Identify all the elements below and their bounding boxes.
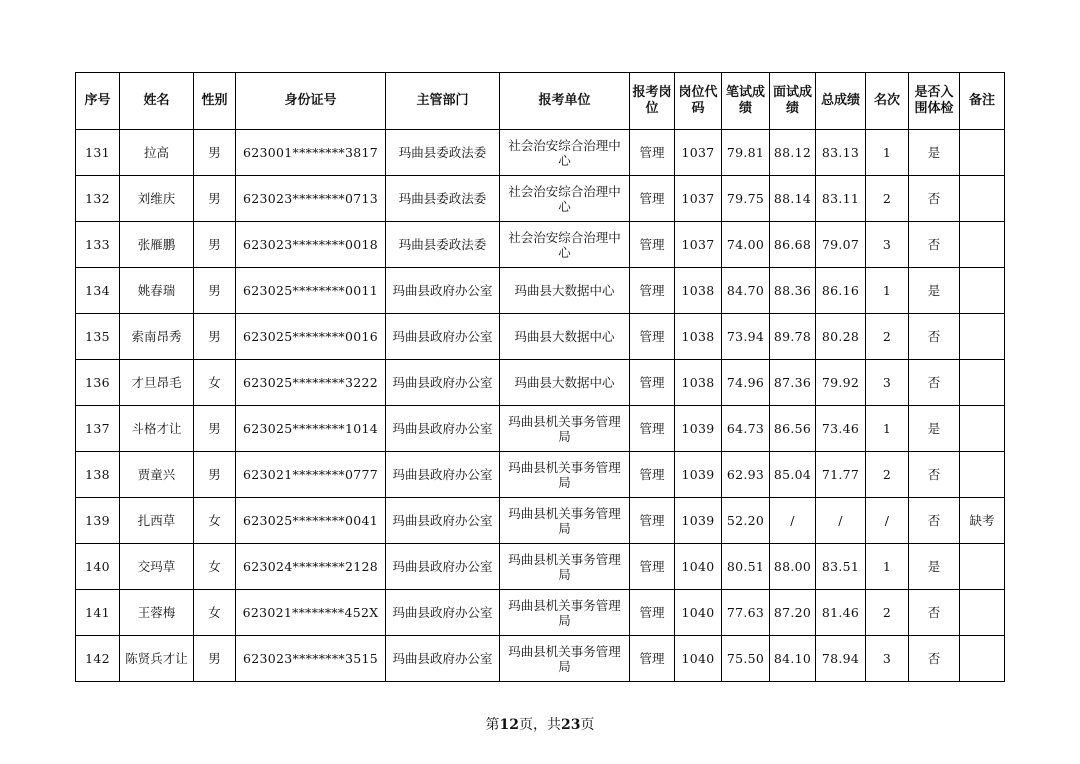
cell-gender: 女 (194, 498, 236, 544)
cell-post-code: 1039 (675, 406, 722, 452)
cell-medical: 否 (909, 590, 960, 636)
cell-remark (960, 176, 1005, 222)
cell-total: 73.46 (816, 406, 866, 452)
cell-name: 陈贤兵才让 (120, 636, 194, 682)
cell-unit: 玛曲县机关事务管理局 (500, 406, 630, 452)
cell-seq: 134 (76, 268, 120, 314)
cell-written: 74.96 (722, 360, 770, 406)
cell-rank: 2 (866, 314, 909, 360)
cell-post: 管理 (630, 314, 675, 360)
cell-id-number: 623025********0016 (236, 314, 386, 360)
cell-id-number: 623024********2128 (236, 544, 386, 590)
cell-gender: 男 (194, 636, 236, 682)
cell-unit: 玛曲县机关事务管理局 (500, 452, 630, 498)
cell-gender: 男 (194, 314, 236, 360)
cell-total: 80.28 (816, 314, 866, 360)
cell-remark: 缺考 (960, 498, 1005, 544)
cell-medical: 否 (909, 452, 960, 498)
table-row (76, 406, 1005, 452)
cell-total: 83.13 (816, 130, 866, 176)
cell-id-number: 623025********1014 (236, 406, 386, 452)
cell-department: 玛曲县委政法委 (386, 222, 500, 268)
cell-seq: 142 (76, 636, 120, 682)
cell-post: 管理 (630, 222, 675, 268)
cell-rank: / (866, 498, 909, 544)
cell-written: 79.81 (722, 130, 770, 176)
cell-gender: 女 (194, 590, 236, 636)
cell-post-code: 1039 (675, 452, 722, 498)
cell-medical: 否 (909, 498, 960, 544)
cell-unit: 社会治安综合治理中心 (500, 176, 630, 222)
cell-interview: 85.04 (770, 452, 816, 498)
cell-interview: 88.12 (770, 130, 816, 176)
cell-post: 管理 (630, 590, 675, 636)
table-row (76, 360, 1005, 406)
cell-rank: 2 (866, 452, 909, 498)
cell-rank: 3 (866, 222, 909, 268)
cell-seq: 133 (76, 222, 120, 268)
table-row (76, 268, 1005, 314)
cell-interview: 87.36 (770, 360, 816, 406)
header-id-number: 身份证号 (236, 73, 386, 130)
footer-middle: 页，共 (519, 717, 561, 733)
cell-name: 贾童兴 (120, 452, 194, 498)
cell-post: 管理 (630, 544, 675, 590)
cell-id-number: 623021********0777 (236, 452, 386, 498)
cell-seq: 139 (76, 498, 120, 544)
cell-gender: 男 (194, 406, 236, 452)
header-department: 主管部门 (386, 73, 500, 130)
cell-seq: 131 (76, 130, 120, 176)
header-total: 总成绩 (816, 73, 866, 130)
cell-remark (960, 544, 1005, 590)
cell-id-number: 623023********0713 (236, 176, 386, 222)
cell-rank: 1 (866, 268, 909, 314)
cell-gender: 男 (194, 130, 236, 176)
cell-gender: 男 (194, 452, 236, 498)
cell-seq: 140 (76, 544, 120, 590)
table-row (76, 544, 1005, 590)
cell-post-code: 1038 (675, 314, 722, 360)
score-table (75, 72, 1005, 682)
cell-remark (960, 222, 1005, 268)
cell-name: 索南昂秀 (120, 314, 194, 360)
table-row (76, 176, 1005, 222)
table-row (76, 130, 1005, 176)
header-remark: 备注 (960, 73, 1005, 130)
cell-gender: 男 (194, 268, 236, 314)
cell-rank: 1 (866, 130, 909, 176)
cell-post-code: 1038 (675, 268, 722, 314)
cell-department: 玛曲县政府办公室 (386, 268, 500, 314)
footer-prefix: 第 (485, 717, 500, 733)
cell-interview: 87.20 (770, 590, 816, 636)
cell-name: 交玛草 (120, 544, 194, 590)
cell-medical: 否 (909, 314, 960, 360)
cell-remark (960, 590, 1005, 636)
cell-interview: 89.78 (770, 314, 816, 360)
cell-total: 83.51 (816, 544, 866, 590)
cell-name: 刘维庆 (120, 176, 194, 222)
cell-department: 玛曲县政府办公室 (386, 360, 500, 406)
header-unit: 报考单位 (500, 73, 630, 130)
cell-rank: 2 (866, 590, 909, 636)
cell-medical: 否 (909, 222, 960, 268)
cell-department: 玛曲县政府办公室 (386, 636, 500, 682)
cell-medical: 是 (909, 268, 960, 314)
cell-written: 79.75 (722, 176, 770, 222)
cell-written: 75.50 (722, 636, 770, 682)
cell-unit: 玛曲县机关事务管理局 (500, 636, 630, 682)
cell-unit: 玛曲县机关事务管理局 (500, 498, 630, 544)
page-footer (0, 714, 1080, 734)
cell-interview: 86.68 (770, 222, 816, 268)
cell-unit: 玛曲县大数据中心 (500, 314, 630, 360)
cell-medical: 否 (909, 636, 960, 682)
cell-gender: 女 (194, 360, 236, 406)
cell-medical: 否 (909, 360, 960, 406)
cell-total: 79.92 (816, 360, 866, 406)
cell-unit: 社会治安综合治理中心 (500, 130, 630, 176)
cell-medical: 是 (909, 406, 960, 452)
cell-id-number: 623023********0018 (236, 222, 386, 268)
cell-department: 玛曲县政府办公室 (386, 544, 500, 590)
table-row (76, 314, 1005, 360)
footer-total-pages: 23 (561, 717, 581, 733)
cell-department: 玛曲县政府办公室 (386, 406, 500, 452)
footer-page-number: 12 (499, 717, 519, 733)
cell-post-code: 1039 (675, 498, 722, 544)
cell-id-number: 623025********0041 (236, 498, 386, 544)
cell-seq: 141 (76, 590, 120, 636)
cell-post-code: 1040 (675, 544, 722, 590)
cell-seq: 135 (76, 314, 120, 360)
cell-interview: 88.00 (770, 544, 816, 590)
cell-written: 74.00 (722, 222, 770, 268)
cell-name: 张雁鹏 (120, 222, 194, 268)
cell-id-number: 623025********0011 (236, 268, 386, 314)
cell-name: 扎西草 (120, 498, 194, 544)
cell-remark (960, 268, 1005, 314)
cell-department: 玛曲县委政法委 (386, 130, 500, 176)
cell-department: 玛曲县政府办公室 (386, 452, 500, 498)
cell-post-code: 1037 (675, 222, 722, 268)
cell-interview: 86.56 (770, 406, 816, 452)
cell-remark (960, 452, 1005, 498)
cell-total: / (816, 498, 866, 544)
cell-remark (960, 360, 1005, 406)
cell-medical: 是 (909, 130, 960, 176)
cell-unit: 玛曲县大数据中心 (500, 268, 630, 314)
cell-post: 管理 (630, 130, 675, 176)
cell-post: 管理 (630, 498, 675, 544)
cell-seq: 132 (76, 176, 120, 222)
cell-rank: 3 (866, 636, 909, 682)
cell-rank: 3 (866, 360, 909, 406)
cell-post: 管理 (630, 636, 675, 682)
table-row (76, 222, 1005, 268)
cell-name: 拉高 (120, 130, 194, 176)
table-row (76, 590, 1005, 636)
cell-department: 玛曲县政府办公室 (386, 590, 500, 636)
cell-post: 管理 (630, 406, 675, 452)
cell-id-number: 623021********452X (236, 590, 386, 636)
cell-post: 管理 (630, 360, 675, 406)
cell-department: 玛曲县政府办公室 (386, 498, 500, 544)
cell-remark (960, 636, 1005, 682)
cell-interview: / (770, 498, 816, 544)
cell-post-code: 1038 (675, 360, 722, 406)
cell-id-number: 623001********3817 (236, 130, 386, 176)
cell-remark (960, 314, 1005, 360)
cell-name: 才旦昂毛 (120, 360, 194, 406)
header-written: 笔试成绩 (722, 73, 770, 130)
cell-id-number: 623023********3515 (236, 636, 386, 682)
cell-seq: 136 (76, 360, 120, 406)
header-seq: 序号 (76, 73, 120, 130)
cell-gender: 女 (194, 544, 236, 590)
cell-post-code: 1037 (675, 130, 722, 176)
cell-seq: 138 (76, 452, 120, 498)
cell-rank: 1 (866, 406, 909, 452)
table-row (76, 452, 1005, 498)
cell-total: 78.94 (816, 636, 866, 682)
cell-post: 管理 (630, 176, 675, 222)
cell-total: 83.11 (816, 176, 866, 222)
cell-written: 73.94 (722, 314, 770, 360)
cell-name: 斗格才让 (120, 406, 194, 452)
cell-department: 玛曲县委政法委 (386, 176, 500, 222)
table-body (76, 130, 1005, 682)
cell-total: 71.77 (816, 452, 866, 498)
cell-unit: 社会治安综合治理中心 (500, 222, 630, 268)
cell-written: 77.63 (722, 590, 770, 636)
cell-written: 64.73 (722, 406, 770, 452)
cell-rank: 2 (866, 176, 909, 222)
table-row (76, 498, 1005, 544)
footer-suffix: 页 (580, 717, 595, 733)
header-post-code: 岗位代码 (675, 73, 722, 130)
cell-post: 管理 (630, 268, 675, 314)
cell-medical: 否 (909, 176, 960, 222)
cell-name: 王蓉梅 (120, 590, 194, 636)
header-post: 报考岗位 (630, 73, 675, 130)
cell-unit: 玛曲县机关事务管理局 (500, 590, 630, 636)
cell-medical: 是 (909, 544, 960, 590)
header-interview: 面试成绩 (770, 73, 816, 130)
cell-unit: 玛曲县大数据中心 (500, 360, 630, 406)
header-rank: 名次 (866, 73, 909, 130)
cell-seq: 137 (76, 406, 120, 452)
cell-id-number: 623025********3222 (236, 360, 386, 406)
header-row (76, 73, 1005, 130)
header-medical: 是否入围体检 (909, 73, 960, 130)
cell-post-code: 1037 (675, 176, 722, 222)
cell-post-code: 1040 (675, 590, 722, 636)
cell-interview: 88.14 (770, 176, 816, 222)
cell-written: 52.20 (722, 498, 770, 544)
cell-written: 80.51 (722, 544, 770, 590)
cell-total: 86.16 (816, 268, 866, 314)
cell-post: 管理 (630, 452, 675, 498)
cell-department: 玛曲县政府办公室 (386, 314, 500, 360)
cell-gender: 男 (194, 176, 236, 222)
header-name: 姓名 (120, 73, 194, 130)
cell-total: 81.46 (816, 590, 866, 636)
cell-gender: 男 (194, 222, 236, 268)
cell-total: 79.07 (816, 222, 866, 268)
cell-unit: 玛曲县机关事务管理局 (500, 544, 630, 590)
cell-rank: 1 (866, 544, 909, 590)
cell-name: 姚春瑞 (120, 268, 194, 314)
cell-remark (960, 406, 1005, 452)
table-row (76, 636, 1005, 682)
cell-interview: 84.10 (770, 636, 816, 682)
cell-written: 84.70 (722, 268, 770, 314)
cell-remark (960, 130, 1005, 176)
cell-post-code: 1040 (675, 636, 722, 682)
table-header (76, 73, 1005, 130)
cell-written: 62.93 (722, 452, 770, 498)
cell-interview: 88.36 (770, 268, 816, 314)
header-gender: 性别 (194, 73, 236, 130)
